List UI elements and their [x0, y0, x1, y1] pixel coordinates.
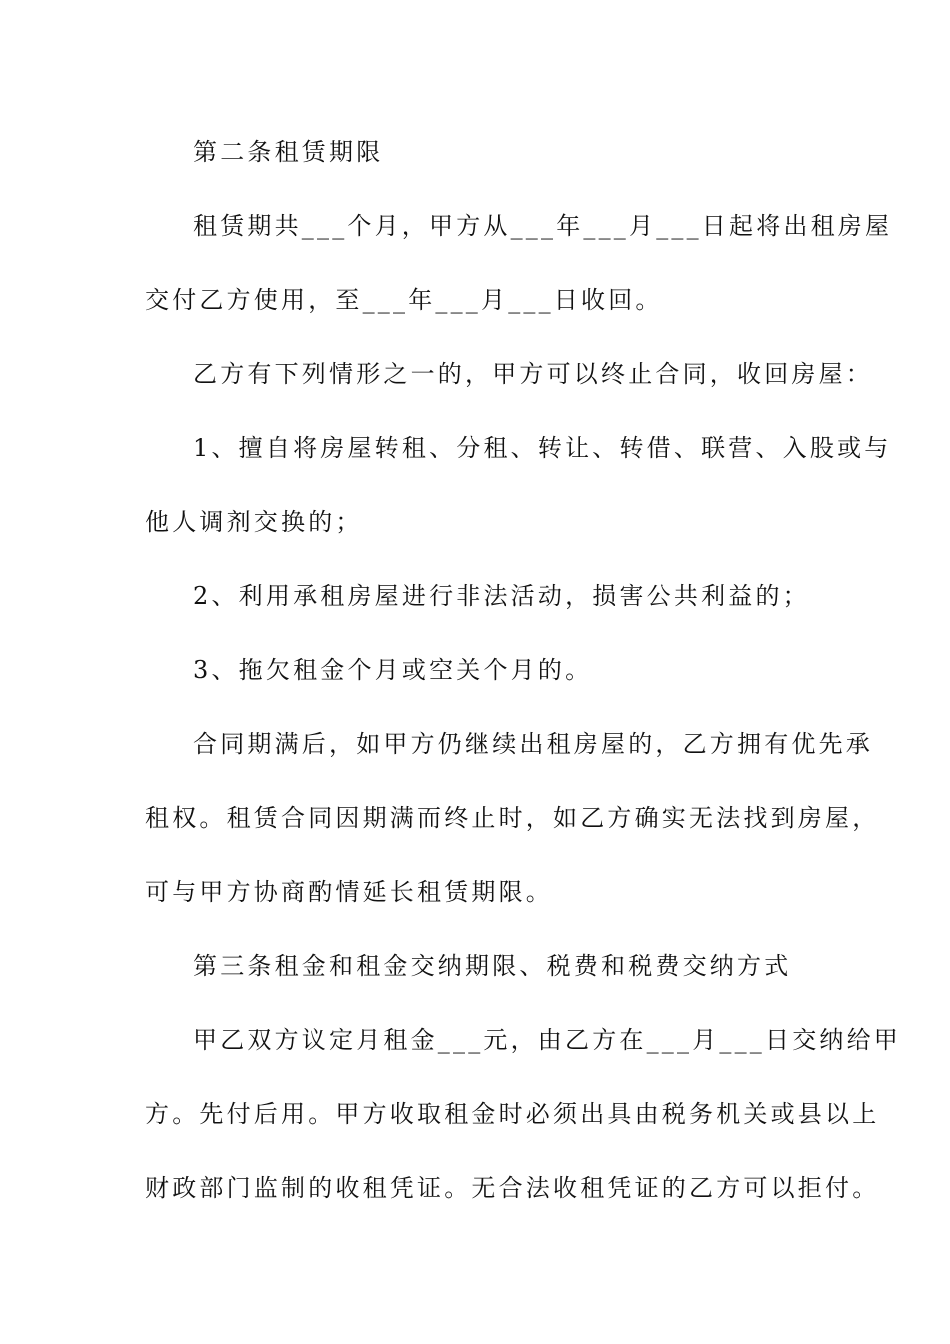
- paragraph-line: 乙方有下列情形之一的，甲方可以终止合同，收回房屋：: [193, 360, 873, 388]
- section-heading-rent: 第三条租金和租金交纳期限、税费和税费交纳方式: [193, 952, 792, 980]
- paragraph-line: 可与甲方协商酌情延长租赁期限。: [145, 878, 553, 906]
- paragraph-line: 租赁期共___个月，甲方从___年___月___日起将出租房屋: [193, 212, 893, 240]
- paragraph-line: 甲乙双方议定月租金___元，由乙方在___月___日交纳给甲: [193, 1026, 901, 1054]
- paragraph-line: 财政部门监制的收租凭证。无合法收租凭证的乙方可以拒付。: [145, 1174, 880, 1202]
- list-item-continuation: 他人调剂交换的；: [145, 508, 363, 536]
- list-item: 2、利用承租房屋进行非法活动，损害公共利益的；: [193, 582, 810, 610]
- paragraph-line: 交付乙方使用，至___年___月___日收回。: [145, 286, 663, 314]
- paragraph-line: 合同期满后，如甲方仍继续出租房屋的，乙方拥有优先承: [193, 730, 873, 758]
- list-item: 1、擅自将房屋转租、分租、转让、转借、联营、入股或与: [193, 434, 892, 462]
- list-item: 3、拖欠租金个月或空关个月的。: [193, 656, 593, 684]
- paragraph-line: 方。先付后用。甲方收取租金时必须出具由税务机关或县以上: [145, 1100, 880, 1128]
- paragraph-line: 租权。租赁合同因期满而终止时，如乙方确实无法找到房屋，: [145, 804, 880, 832]
- section-heading-lease-term: 第二条租赁期限: [193, 138, 384, 166]
